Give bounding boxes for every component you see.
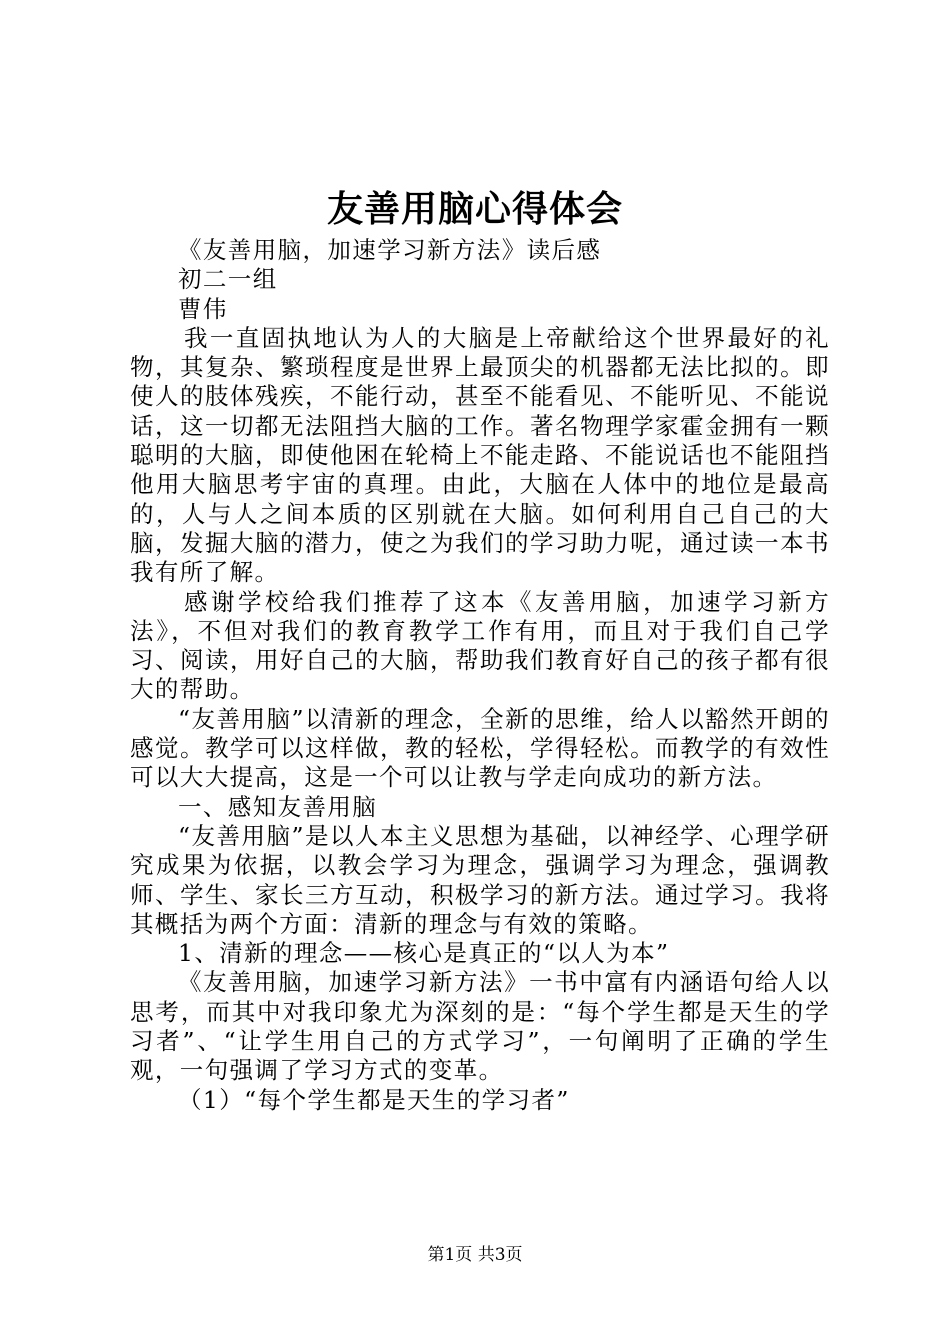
subsection-heading: 1、清新的理念——核心是真正的“以人为本” xyxy=(178,939,670,968)
document-body xyxy=(130,236,830,1115)
paragraph: 感谢学校给我们推荐了这本《友善用脑，加速学习新方法》，不但对我们的教育教学工作有用，而且对于我们自己学习、阅读，用好自己的大脑，帮助我们教育好自己的孩子都有很大的帮助。 xyxy=(130,587,830,704)
paragraph-subtitle: 《友善用脑，加速学习新方法》读后感 xyxy=(178,236,602,264)
paragraph: 我一直固执地认为人的大脑是上帝献给这个世界最好的礼物，其复杂、繁琐程度是世界上最顶尖的机器都无法比拟的。即使人的肢体残疾，不能行动，甚至不能看见、不能听见、不能说话，这一切都无法阻挡大脑的工作。著名物理学家霍金拥有一颗聪明的大脑，即使他困在轮椅上不能走路、不能说话也不能阻挡他用大脑思考宇宙的真理。由此，大脑在人体中的地位是最高的，人与人之间本质的区别就在大脑。如何利用自己自己的大脑，发掘大脑的潜力，使之为我们的学习助力呢，通过读一本书我有所了解。 xyxy=(130,323,830,587)
paragraph: “友善用脑”以清新的理念，全新的思维，给人以豁然开朗的感觉。教学可以这样做，教的轻松，学得轻松。而教学的有效性可以大大提高，这是一个可以让教与学走向成功的新方法。 xyxy=(130,704,830,792)
document-title: 友善用脑心得体会 xyxy=(326,188,623,230)
subsection-heading: （1）“每个学生都是天生的学习者” xyxy=(178,1085,570,1114)
paragraph: “友善用脑”是以人本主义思想为基础，以神经学、心理学研究成果为依据，以教会学习为理念，强调学习为理念，强调教师、学生、家长三方互动，积极学习的新方法。通过学习。我将其概括为两个方面：清新的理念与有效的策略。 xyxy=(130,821,830,938)
paragraph: 《友善用脑，加速学习新方法》一书中富有内涵语句给人以思考，而其中对我印象尤为深刻的是：“每个学生都是天生的学习者”、“让学生用自己的方式学习”，一句阐明了正确的学生观，一句强调了学习方式的变革。 xyxy=(130,968,830,1085)
page-footer: 第1页 共3页 xyxy=(427,1245,523,1265)
paragraph-group: 初二一组 xyxy=(178,265,278,294)
section-heading: 一、感知友善用脑 xyxy=(178,792,378,821)
paragraph-author: 曹伟 xyxy=(178,294,228,323)
